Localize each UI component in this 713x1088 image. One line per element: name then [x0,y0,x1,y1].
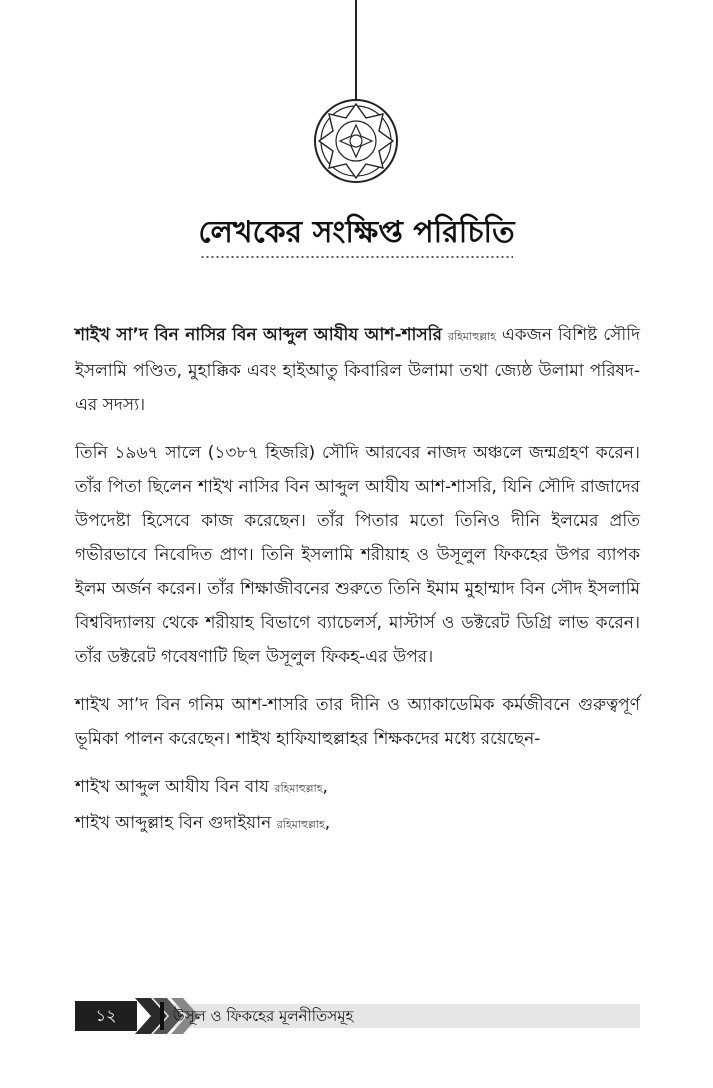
teacher-name: শাইখ আব্দুল্লাহ বিন গুদাইয়ান [75,813,272,833]
career-paragraph: শাইখ সা’দ বিন গনিম আশ-শাসরি তার দীনি ও অ্যাকাডেমিক কর্মজীবনে গুরুত্বপূর্ণ ভূমিকা পালন করেছেন। শাইখ হাফিযাহুল্লাহর শিক্ষকদের মধ্যে রয়েছেন- [75,695,640,749]
honorific-icon: রহিমাহুল্লাহ [447,330,496,343]
honorific-icon: রহিমাহুল্লাহ [274,782,323,795]
honorific-icon: রহিমাহুল্লাহ [276,818,325,831]
ornament-medallion-icon [313,98,399,184]
intro-paragraph [75,318,640,422]
book-title: উসূল ও ফিকহের মূলনীতিসমূহ [173,1007,354,1025]
main-content [75,318,640,842]
biography-paragraph: তিনি ১৯৬৭ সালে (১৩৮৭ হিজরি) সৌদি আরবের নাজদ অঞ্চলে জন্মগ্রহণ করেন। তাঁর পিতা ছিলেন শাইখ নাসির বিন আব্দুল আযীয আশ-শাসরি, যিনি সৌদি রাজাদের উপদেষ্টা হিসেবে কাজ করেছেন। তাঁর পিতার মতো তিনিও দীনি ইলমের প্রতি গভীরভাবে নিবেদিত প্রাণ। তিনি ইসলামি শরীয়াহ ও উসূলুল ফিকহের উপর ব্যাপক ইলম অর্জন করেন। তাঁর শিক্ষাজীবনের শুরুতে তিনি ইমাম মুহাম্মাদ বিন সৌদ ইসলামি বিশ্ববিদ্যালয় থেকে শরীয়াহ বিভাগে ব্যাচেলর্স, মাস্টার্স ও ডক্টরেট ডিগ্রি লাভ করেন। তাঁর ডক্টরেট গবেষণাটি ছিল উসূলুল ফিকহ-এর উপর। [75,443,640,667]
footer-divider [160,1002,164,1030]
page-title: লেখকের সংক্ষিপ্ত পরিচিতি [198,215,515,250]
page-number: ১২ [75,1001,137,1031]
title-dotted-underline [200,254,513,260]
hanging-line [355,0,357,100]
author-name: শাইখ সা’দ বিন নাসির বিন আব্দুল আযীয আশ-শাসরি [75,325,442,345]
teacher-line: শাইখ আব্দুল আযীয বিন বায রহিমাহুল্লাহ, [75,777,328,797]
page-footer [75,998,640,1038]
intro-text: একজন বিশিষ্ট সৌদি ইসলামি পণ্ডিত, মুহাক্কিক এবং হাইআতু কিবারিল উলামা তথা জ্যেষ্ঠ উলামা পরিষদ-এর সদস্য। [75,325,640,415]
teacher-name: শাইখ আব্দুল আযীয বিন বায [75,777,269,797]
teacher-line: শাইখ আব্দুল্লাহ বিন গুদাইয়ান রহিমাহুল্লাহ, [75,813,331,833]
